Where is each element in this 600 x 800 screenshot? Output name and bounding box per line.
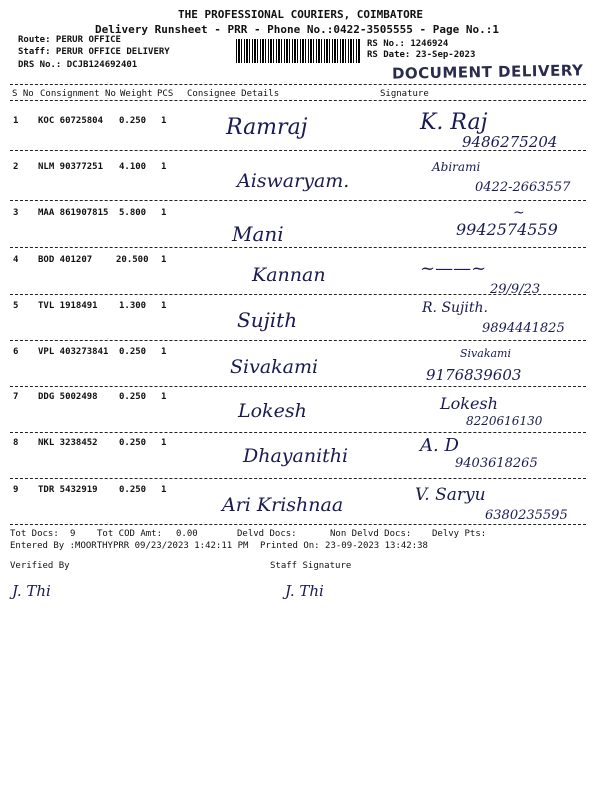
staff-text: Staff: PERUR OFFICE DELIVERY <box>18 47 170 57</box>
document-delivery-stamp: DOCUMENT DELIVERY <box>391 61 584 83</box>
phone-number: 9176839603 <box>426 366 522 384</box>
tot-cod-value: 0.00 <box>176 529 198 539</box>
row-consignment: TDR 5432919 <box>38 485 98 495</box>
row-pcs: 1 <box>161 208 167 218</box>
barcode-image <box>236 39 360 63</box>
consignee-name: Kannan <box>252 264 326 286</box>
phone-number: 6380235595 <box>485 508 568 523</box>
row-weight: 0.250 <box>119 116 147 126</box>
signature-mark: Sivakami <box>460 347 511 360</box>
phone-number: 9894441825 <box>482 321 565 336</box>
row-weight: 4.100 <box>119 162 147 172</box>
row-weight: 1.300 <box>119 301 147 311</box>
row-sno: 3 <box>13 208 19 218</box>
row-consignment: MAA 861907815 <box>38 208 109 218</box>
row-sno: 4 <box>13 255 19 265</box>
col-pcs: PCS <box>157 89 174 99</box>
staff-signature: J. Thi <box>285 582 324 600</box>
rs-date: RS Date: 23-Sep-2023 <box>367 50 476 60</box>
consignee-name: Ramraj <box>226 115 308 140</box>
phone-number: 9942574559 <box>456 220 558 239</box>
entered-by: Entered By :MOORTHYPRR 09/23/2023 1:42:11 PM <box>10 541 249 551</box>
row-sno: 7 <box>13 392 19 402</box>
phone-number: 9403618265 <box>455 456 538 471</box>
row-sno: 9 <box>13 485 19 495</box>
verified-by-label: Verified By <box>10 561 70 571</box>
signature-mark: Lokesh <box>440 394 498 413</box>
row-pcs: 1 <box>161 162 167 172</box>
phone-number: 0422-2663557 <box>475 180 571 195</box>
consignee-name: Lokesh <box>238 400 307 422</box>
non-delvd-docs-label: Non Delvd Docs: <box>330 529 412 539</box>
row-consignment: VPL 403273841 <box>38 347 109 357</box>
phone-number: 9486275204 <box>462 133 558 151</box>
phone-number: 8220616130 <box>466 414 543 428</box>
consignee-name: Sivakami <box>230 356 319 378</box>
printed-on: Printed On: 23-09-2023 13:42:38 <box>260 541 428 551</box>
row-pcs: 1 <box>161 438 167 448</box>
consignee-name: Mani <box>232 222 284 246</box>
row-sno: 8 <box>13 438 19 448</box>
row-pcs: 1 <box>161 392 167 402</box>
row-pcs: 1 <box>161 485 167 495</box>
row-pcs: 1 <box>161 347 167 357</box>
col-sno: S No <box>12 89 34 99</box>
row-weight: 5.800 <box>119 208 147 218</box>
consignee-name: Sujith <box>237 308 298 332</box>
consignee-name: Ari Krishnaa <box>222 494 344 516</box>
row-sno: 5 <box>13 301 19 311</box>
signature-date: 29/9/23 <box>490 282 541 297</box>
row-sno: 6 <box>13 347 19 357</box>
consignee-name: Aiswaryam. <box>237 170 350 192</box>
company-name: THE PROFESSIONAL COURIERS, COIMBATORE <box>178 8 424 21</box>
row-sno: 1 <box>13 116 19 126</box>
row-weight: 0.250 <box>119 392 147 402</box>
row-consignment: NLM 90377251 <box>38 162 104 172</box>
signature-mark: Abirami <box>432 160 481 174</box>
signature-mark: ~ <box>513 205 525 221</box>
row-weight: 0.250 <box>119 438 147 448</box>
row-sno: 2 <box>13 162 19 172</box>
tot-docs-value: 9 <box>70 529 76 539</box>
row-consignment: KOC 60725804 <box>38 116 104 126</box>
tot-cod-label: Tot COD Amt: <box>97 529 163 539</box>
delvd-docs-label: Delvd Docs: <box>237 529 297 539</box>
row-weight: 0.250 <box>119 485 147 495</box>
row-weight: 20.500 <box>116 255 149 265</box>
row-pcs: 1 <box>161 301 167 311</box>
row-consignment: BOD 401207 <box>38 255 93 265</box>
verified-signature: J. Thi <box>12 582 51 600</box>
rs-number: RS No.: 1246924 <box>367 39 449 49</box>
row-weight: 0.250 <box>119 347 147 357</box>
tot-docs-label: Tot Docs: <box>10 529 59 539</box>
col-signature: Signature <box>380 89 429 99</box>
staff-signature-label: Staff Signature <box>270 561 352 571</box>
row-consignment: DDG 5002498 <box>38 392 98 402</box>
signature-mark: K. Raj <box>420 110 488 135</box>
consignee-name: Dhayanithi <box>243 445 349 467</box>
row-consignment: NKL 3238452 <box>38 438 98 448</box>
col-consignment: Consignment No <box>40 89 116 99</box>
row-pcs: 1 <box>161 255 167 265</box>
route-text: Route: PERUR OFFICE <box>18 35 121 45</box>
signature-mark: A. D <box>420 435 459 456</box>
row-pcs: 1 <box>161 116 167 126</box>
col-consignee: Consignee Details <box>187 89 280 99</box>
signature-mark: R. Sujith. <box>422 300 488 316</box>
runsheet-title: Delivery Runsheet - PRR - Phone No.:0422-3505555 - Page No.:1 <box>95 23 499 36</box>
row-consignment: TVL 1918491 <box>38 301 98 311</box>
delvy-pts-label: Delvy Pts: <box>432 529 487 539</box>
signature-mark: ~——~ <box>420 258 487 279</box>
drs-number: DRS No.: DCJB124692401 <box>18 60 138 70</box>
col-weight: Weight <box>120 89 153 99</box>
signature-mark: V. Saryu <box>415 485 486 505</box>
